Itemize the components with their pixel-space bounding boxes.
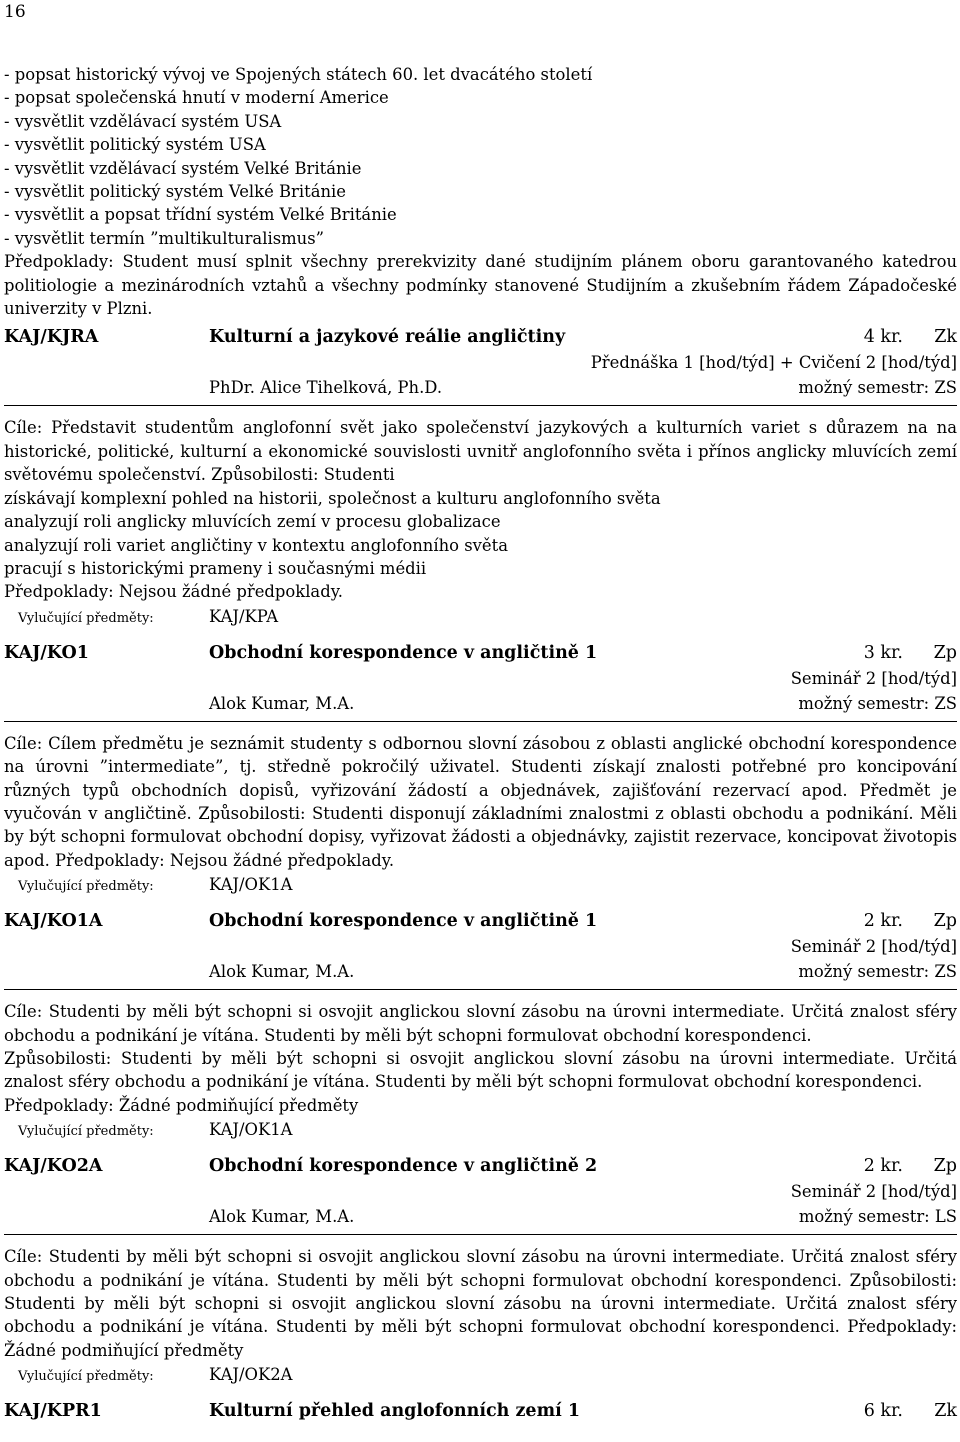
course-semester: možný semestr: ZS	[798, 962, 957, 982]
divider	[4, 989, 957, 990]
course-teacher: Alok Kumar, M.A.	[209, 693, 355, 713]
course-body: Předpoklady: Nejsou žádné předpoklady.	[4, 582, 343, 602]
course-body: analyzují roli anglicky mluvících zemí v procesu globalizace	[4, 512, 501, 532]
course-body: Předpoklady: Žádné podmiňující předměty	[4, 1095, 359, 1115]
course-title: Obchodní korespondence v angličtině 1	[209, 642, 598, 663]
divider	[4, 405, 957, 406]
divider	[4, 1234, 957, 1235]
list-item: - vysvětlit vzdělávací systém Velké Británie	[4, 158, 362, 178]
page-content	[4, 63, 957, 1425]
course-credits: 2 kr.	[863, 911, 903, 932]
exclusions-value: KAJ/KPA	[209, 606, 279, 626]
list-item: - vysvětlit politický systém Velké Británie	[4, 182, 346, 202]
exclusions	[4, 872, 957, 900]
exclusions-label: Vylučující předměty:	[18, 879, 154, 895]
course-title: Kulturní přehled anglofonních zemí 1	[209, 1401, 581, 1422]
course-semester: možný semestr: LS	[798, 1207, 957, 1227]
exclusions-label: Vylučující předměty:	[18, 1369, 154, 1385]
exclusions-value: KAJ/OK1A	[209, 1120, 293, 1140]
course-credits: 6 kr.	[863, 1401, 903, 1422]
list-item: - popsat historický vývoj ve Spojených státech 60. let dvacátého století	[4, 65, 593, 84]
course-header	[4, 324, 957, 351]
list-item: - popsat společenská hnutí v moderní Americe	[4, 88, 389, 108]
course-code: KAJ/KJRA	[4, 327, 99, 348]
divider	[4, 721, 957, 722]
course-code: KAJ/KO1	[4, 642, 89, 663]
course-body: Cíle: Cílem předmětu je seznámit studenty s odbornou slovní zásobou z oblasti anglické obchodní korespondence na úrovni ”intermediate”, tj. středně pokročilý uživatel. Studenti získají znalosti potřebné pro koncipování různých typů obchodních dopisů, vyřizování žádostí a objednávek, zajišťování rezervací apod. Předmět je vyučován v angličtině. Způsobilosti: Studenti disponují základními znalostmi z oblasti obchodu a podnikání. Měli by být schopni formulovat obchodní dopisy, vyřizovat žádosti a objednávky, zajistit rezervace, koncipovat životopis apod. Předpoklady: Nejsou žádné předpoklady.	[4, 733, 957, 870]
course-hours: Přednáška 1 [hod/týd] + Cvičení 2 [hod/týd]	[590, 353, 957, 373]
course-exam: Zk	[934, 327, 957, 348]
course-ko1a	[4, 908, 957, 1145]
course-teacher-row	[4, 375, 957, 401]
course-header	[4, 640, 957, 667]
course-body: Způsobilosti: Studenti by měli být schopni si osvojit anglickou slovní zásobu na úrovni intermediate. Určitá znalost sféry obchodu a podnikání je vítána. Studenti by měli být schopni formulovat obchodní korespondenci.	[4, 1048, 957, 1092]
course-header	[4, 1398, 957, 1425]
course-hours: Seminář 2 [hod/týd]	[790, 668, 957, 688]
list-item: - vysvětlit politický systém USA	[4, 135, 266, 155]
course-teacher-row	[4, 691, 957, 717]
intro-list	[4, 63, 957, 250]
course-code: KAJ/KO1A	[4, 911, 103, 932]
course-body: Cíle: Představit studentům anglofonní svět jako společenství jazykových a kulturních variet s důrazem na na historické, politické, kulturní a ekonomické souvislosti uvnitř anglofonního světa i přínos anglicky mluvících zemí světovému společenství. Způsobilosti: Studenti	[4, 418, 957, 485]
course-body: pracují s historickými prameny i současnými médii	[4, 558, 427, 578]
course-teacher-row	[4, 959, 957, 985]
exclusions	[4, 604, 957, 632]
course-exam: Zp	[933, 642, 957, 663]
exclusions-value: KAJ/OK2A	[209, 1365, 293, 1385]
course-semester: možný semestr: ZS	[798, 378, 957, 398]
course-header	[4, 1153, 957, 1180]
page-number: 16	[4, 2, 26, 22]
course-exam: Zp	[933, 1156, 957, 1177]
course-hours: Seminář 2 [hod/týd]	[790, 937, 957, 957]
course-semester: možný semestr: ZS	[798, 693, 957, 713]
course-credits: 3 kr.	[863, 642, 903, 663]
course-code: KAJ/KPR1	[4, 1401, 102, 1422]
course-teacher-row	[4, 1204, 957, 1230]
course-body: získávají komplexní pohled na historii, společnost a kulturu anglofonního světa	[4, 488, 661, 508]
course-body: analyzují roli variet angličtiny v kontextu anglofonního světa	[4, 535, 508, 555]
course-credits: 2 kr.	[863, 1156, 903, 1177]
course-exam: Zk	[934, 1401, 957, 1422]
exclusions	[4, 1362, 957, 1390]
course-header	[4, 908, 957, 935]
course-title: Kulturní a jazykové reálie angličtiny	[209, 327, 566, 348]
intro-prerequisites: Předpoklady: Student musí splnit všechny prerekvizity dané studijním plánem oboru garantovaného katedrou politiologie a mezinárodních vztahů a všechny podmínky stanovené Studijním a zkušebním řádem Západočeské univerzity v Plzni.	[4, 252, 957, 319]
course-exam: Zp	[933, 911, 957, 932]
course-kjra	[4, 324, 957, 631]
course-credits: 4 kr.	[863, 327, 903, 348]
course-hours: Seminář 2 [hod/týd]	[790, 1182, 957, 1202]
course-title: Obchodní korespondence v angličtině 1	[209, 911, 598, 932]
list-item: - vysvětlit termín ”multikulturalismus”	[4, 228, 324, 248]
exclusions-label: Vylučující předměty:	[18, 1124, 154, 1140]
course-ko1	[4, 640, 957, 900]
exclusions-value: KAJ/OK1A	[209, 875, 293, 895]
list-item: - vysvětlit vzdělávací systém USA	[4, 111, 282, 131]
course-body: Cíle: Studenti by měli být schopni si osvojit anglickou slovní zásobu na úrovni intermediate. Určitá znalost sféry obchodu a podnikání je vítána. Studenti by měli být schopni formulovat obchodní korespondenci.	[4, 1002, 957, 1045]
course-teacher: Alok Kumar, M.A.	[209, 1207, 355, 1227]
exclusions-label: Vylučující předměty:	[18, 610, 154, 626]
course-code: KAJ/KO2A	[4, 1156, 103, 1177]
course-ko2a	[4, 1153, 957, 1390]
exclusions	[4, 1117, 957, 1145]
course-body: Cíle: Studenti by měli být schopni si osvojit anglickou slovní zásobu na úrovni intermediate. Určitá znalost sféry obchodu a podnikání je vítána. Studenti by měli být schopni formulovat obchodní korespondenci. Způsobilosti: Studenti by měli být schopni si osvojit anglickou slovní zásobu na úrovni intermediate. Určitá znalost sféry obchodu a podnikání je vítána. Studenti by měli být schopni formulovat obchodní korespondenci. Předpoklady: Žádné podmiňující předměty	[4, 1247, 957, 1360]
course-teacher: PhDr. Alice Tihelková, Ph.D.	[209, 378, 443, 398]
course-title: Obchodní korespondence v angličtině 2	[209, 1156, 598, 1177]
course-teacher: Alok Kumar, M.A.	[209, 962, 355, 982]
list-item: - vysvětlit a popsat třídní systém Velké Británie	[4, 205, 397, 225]
